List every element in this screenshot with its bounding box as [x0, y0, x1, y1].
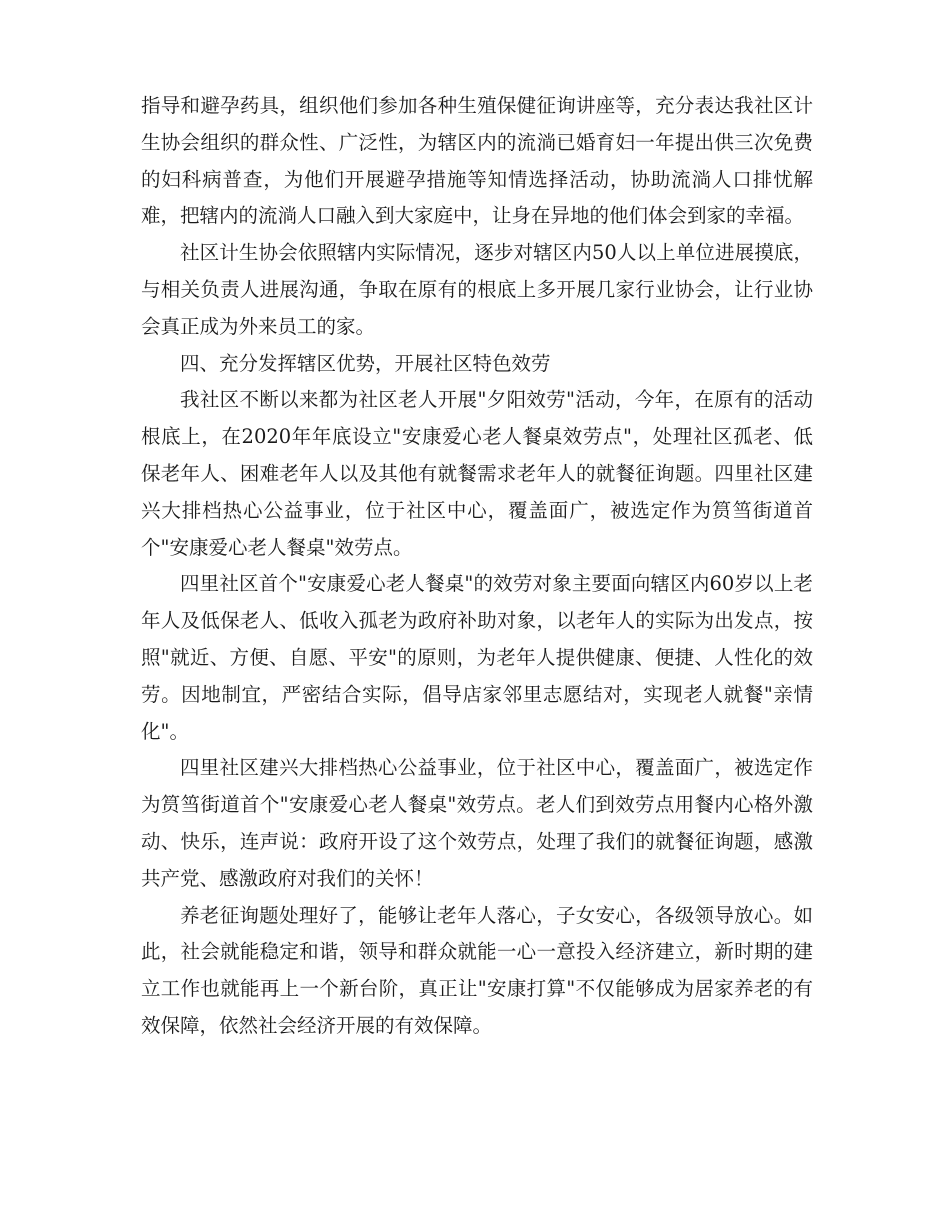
paragraph-association-survey: 社区计生协会依照辖内实际情况，逐步对辖区内50人以上单位进展摸底，与相关负责人进展沟通，争取在原有的根底上多开展几家行业协会，让行业协会真正成为外来员工的家。	[141, 241, 813, 338]
paragraph-service-target: 四里社区首个"安康爱心老人餐桌"的效劳对象主要面向辖区内60岁以上老年人及低保老人、低收入孤老为政府补助对象，以老年人的实际为出发点，按照"就近、方便、自愿、平安"的原则，为老年人提供健康、便捷、人性化的效劳。因地制宜，严密结合实际，倡导店家邻里志愿结对，实现老人就餐"亲情化"。	[141, 572, 813, 743]
document-body	[141, 88, 813, 1045]
paragraph-conclusion: 养老征询题处理好了，能够让老年人落心，子女安心，各级领导放心。如此，社会就能稳定和谐，领导和群众就能一心一意投入经济建立，新时期的建立工作也就能再上一个新台阶，真正让"安康打算"不仅能够成为居家养老的有效保障，依然社会经济开展的有效保障。	[141, 903, 813, 1037]
paragraph-restaurant: 四里社区建兴大排档热心公益事业，位于社区中心，覆盖面广，被选定作为筼筜街道首个"安康爱心老人餐桌"效劳点。老人们到效劳点用餐内心格外激动、快乐，连声说：政府开设了这个效劳点，处理了我们的就餐征询题，感激共产党、感激政府对我们的关怀！	[141, 756, 813, 890]
section-heading: 四、充分发挥辖区优势，开展社区特色效劳	[180, 351, 551, 375]
paragraph-continuation: 指导和避孕药具，组织他们参加各种生殖保健征询讲座等，充分表达我社区计生协会组织的群众性、广泛性，为辖区内的流淌已婚育妇一年提出供三次免费的妇科病普查，为他们开展避孕措施等知情选择活动，协助流淌人口排忧解难，把辖内的流淌人口融入到大家庭中，让身在异地的他们体会到家的幸福。	[141, 94, 813, 228]
paragraph-elderly-service: 我社区不断以来都为社区老人开展"夕阳效劳"活动，今年，在原有的活动根底上，在2020年年底设立"安康爱心老人餐桌效劳点"，处理社区孤老、低保老年人、困难老年人以及其他有就餐需求老年人的就餐征询题。四里社区建兴大排档热心公益事业，位于社区中心，覆盖面广，被选定作为筼筜街道首个"安康爱心老人餐桌"效劳点。	[141, 388, 813, 559]
